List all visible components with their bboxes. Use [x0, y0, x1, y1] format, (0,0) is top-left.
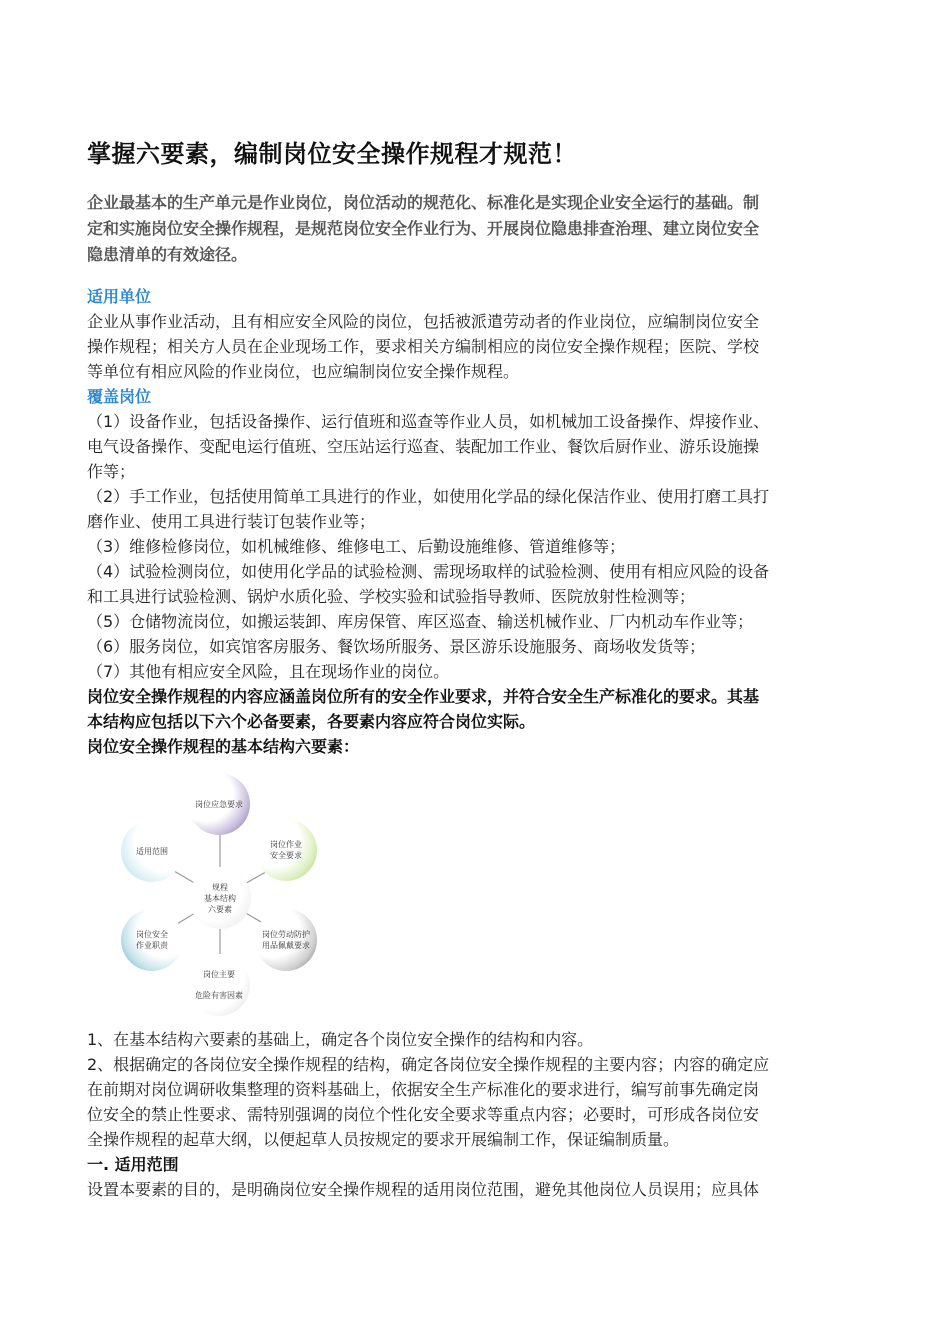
node-ppe-requirements [255, 909, 317, 971]
node-scope [121, 820, 183, 882]
node-label: 岗位应急要求 [195, 799, 243, 809]
list-line: 电气设备操作、变配电运行值班、空压站运行巡查、装配加工作业、餐饮后厨作业、游乐设施操 [87, 437, 760, 456]
list-line: （4）试验检测岗位，如使用化学品的试验检测、需现场取样的试验检测、使用有相应风险的设备 [87, 562, 770, 581]
list-line: （7）其他有相应安全风险，且在现场作业的岗位。 [87, 662, 450, 681]
list-line: 磨作业、使用工具进行装订包装作业等； [87, 512, 376, 531]
paragraph-line: 等单位有相应风险的作业岗位，也应编制岗位安全操作规程。 [87, 362, 520, 381]
six-elements-diagram [111, 764, 371, 1024]
intro-line: 企业最基本的生产单元是作业岗位，岗位活动的规范化、标准化是实现企业安全运行的基础。制 [87, 193, 760, 212]
paragraph-line: 全操作规程的起草大纲，以便起草人员按规定的要求开展编制工作，保证编制质量。 [87, 1130, 680, 1149]
paragraph-line: 设置本要素的目的，是明确岗位安全操作规程的适用岗位范围，避免其他岗位人员误用；应具体 [87, 1180, 760, 1199]
section-heading-covered-posts: 覆盖岗位 [87, 387, 152, 406]
center-node-label: 规程 [212, 882, 228, 892]
center-node-label: 基本结构 [204, 893, 236, 903]
intro-line: 隐患清单的有效途径。 [87, 245, 248, 264]
section-heading-applicable-units: 适用单位 [87, 287, 152, 306]
paragraph-line: 企业从事作业活动，且有相应安全风险的岗位，包括被派遣劳动者的作业岗位，应编制岗位安全 [87, 312, 760, 331]
node-label: 适用范围 [136, 846, 168, 856]
node-label: 岗位安全 [136, 930, 168, 939]
node-safety-requirements [255, 819, 317, 881]
node-label: 危险有害因素 [195, 991, 243, 1000]
bold-line: 岗位安全操作规程的内容应涵盖岗位所有的安全作业要求，并符合安全生产标准化的要求。其基 [87, 687, 760, 706]
node-label: 岗位作业 [270, 840, 302, 849]
main-body [87, 284, 862, 759]
list-line: （6）服务岗位，如宾馆客房服务、餐饮场所服务、景区游乐设施服务、商场收发货等； [87, 637, 706, 656]
list-line: 和工具进行试验检测、锅炉水质化验、学校实验和试验指导教师、医院放射性检测等； [87, 587, 696, 606]
center-node-label: 六要素 [208, 904, 232, 914]
section-heading-scope: 一. 适用范围 [87, 1155, 179, 1174]
page-title: 掌握六要素，编制岗位安全操作规程才规范！ [87, 140, 577, 168]
intro-paragraph [87, 190, 862, 268]
intro-line: 定和实施岗位安全操作规程，是规范岗位安全作业行为、开展岗位隐患排查治理、建立岗位安全 [87, 219, 760, 238]
paragraph-line: 位安全的禁止性要求、需特别强调的岗位个性化安全要求等重点内容；必要时，可形成各岗位安 [87, 1105, 760, 1124]
list-line: （5）仓储物流岗位，如搬运装卸、库房保管、库区巡查、输送机械作业、厂内机动车作业等； [87, 612, 754, 631]
center-node [189, 867, 251, 929]
node-safety-duties [121, 909, 183, 971]
list-line: （3）维修检修岗位，如机械维修、维修电工、后勤设施维修、管道维修等； [87, 537, 626, 556]
node-label: 作业职责 [136, 941, 168, 950]
list-line: （2）手工作业，包括使用简单工具进行的作业，如使用化学品的绿化保洁作业、使用打磨工具打 [87, 487, 770, 506]
list-line: 作等； [87, 462, 136, 481]
body-after-diagram [87, 1027, 862, 1202]
node-emergency-requirements [188, 773, 250, 835]
node-label: 岗位劳动防护 [262, 930, 310, 939]
list-line: （1）设备作业，包括设备操作、运行值班和巡查等作业人员，如机械加工设备操作、焊接作业、 [87, 412, 770, 431]
paragraph-line: 操作规程；相关方人员在企业现场工作，要求相关方编制相应的岗位安全操作规程；医院、学校 [87, 337, 760, 356]
node-main-hazards [188, 954, 250, 1016]
bold-line: 本结构应包括以下六个必备要素，各要素内容应符合岗位实际。 [87, 712, 536, 731]
node-label: 岗位主要 [203, 970, 235, 979]
node-label: 用品佩戴要求 [262, 941, 310, 950]
paragraph-line: 1、在基本结构六要素的基础上，确定各个岗位安全操作的结构和内容。 [87, 1030, 594, 1049]
node-label: 安全要求 [270, 851, 302, 860]
paragraph-line: 在前期对岗位调研收集整理的资料基础上，依据安全生产标准化的要求进行，编写前事先确定岗 [87, 1080, 760, 1099]
paragraph-line: 2、根据确定的各岗位安全操作规程的结构，确定各岗位安全操作规程的主要内容；内容的确定应 [87, 1055, 770, 1074]
bold-line: 岗位安全操作规程的基本结构六要素： [87, 737, 360, 756]
